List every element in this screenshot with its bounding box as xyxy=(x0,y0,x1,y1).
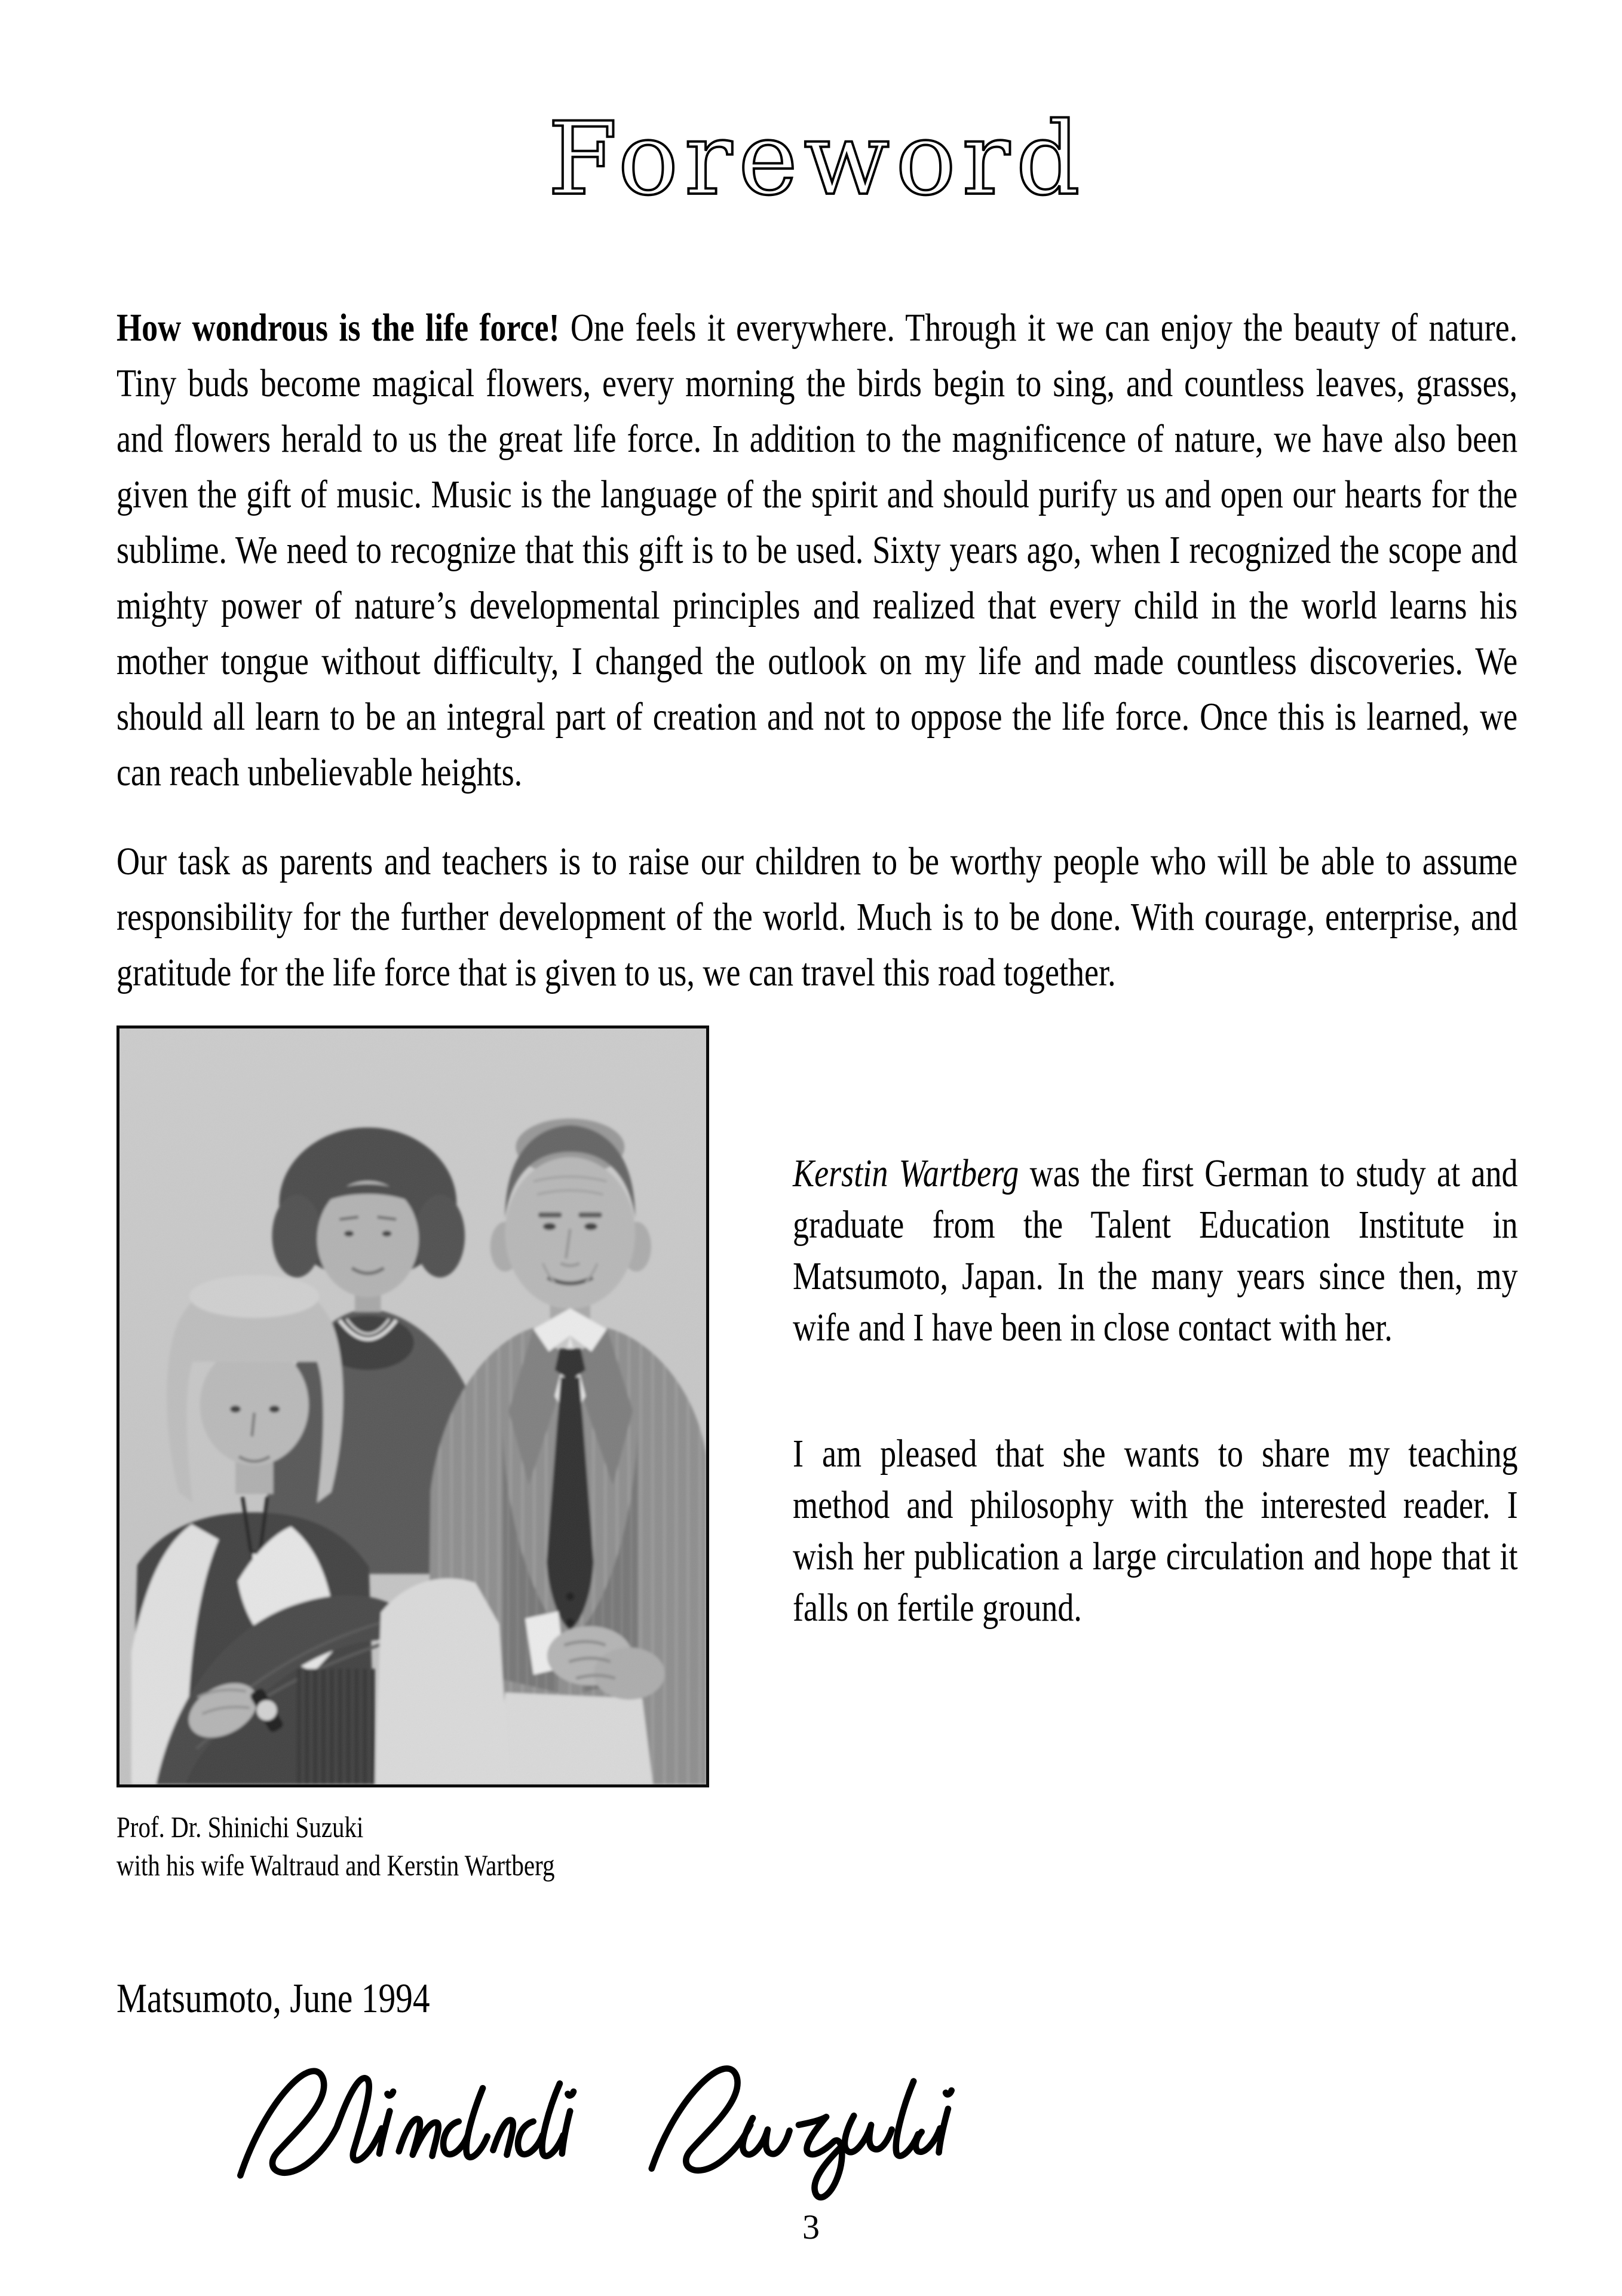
photo-and-sidebar-row xyxy=(116,1025,1517,1787)
page-title: Foreword xyxy=(547,100,1087,218)
paragraph-1-body: One feels it everywhere. Through it we can enjoy the beauty of nature. Tiny buds become magical flowers, every morning the birds begin to sing, and countless leaves, grasses, and flowers herald to us the great life force. In addition to the magnificence of nature, we have also been given the gift of music. Music is the language of the spirit and should purify us and open our hearts for the sublime. We need to recognize that this gift is to be used. Sixty years ago, when I recognized the scope and mighty power of nature’s developmental principles and realized that every child in the world learns his mother tongue without difficulty, I changed the outlook on my life and made countless discoveries. We should all learn to be an integral part of creation and not to oppose the life force. Once this is learned, we can reach unbelievable heights. xyxy=(116,306,1518,794)
page-content xyxy=(116,0,1517,2201)
sidebar-paragraph-1-body: was the first German to study at and graduate from the Talent Education Institute in Matsumoto, Japan. In the many years since then, my wife and I have been in close contact with her. xyxy=(793,1152,1518,1349)
photo-caption xyxy=(116,1808,1341,1884)
photo-caption-line-1: Prof. Dr. Shinichi Suzuki xyxy=(116,1810,364,1844)
place-date: Matsumoto, June 1994 xyxy=(116,1976,430,2022)
photograph-illustration xyxy=(119,1028,706,1784)
photograph xyxy=(116,1025,709,1787)
sidebar-text-column xyxy=(793,1025,1517,1634)
sidebar-paragraph-1-lead: Kerstin Wartberg xyxy=(793,1152,1019,1195)
paragraph-1-lead: How wondrous is the life force! xyxy=(116,306,560,350)
page-number: 3 xyxy=(802,2208,820,2246)
signature-handwriting-icon xyxy=(215,2040,1111,2201)
paragraph-2 xyxy=(116,834,1518,1000)
paragraph-2-body: Our task as parents and teachers is to raise our children to be worthy people who will be able to assume responsibility for the further development of the world. Much is to be done. With courage, enterprise, and gratitude for the life force that is given to us, we can travel this road together. xyxy=(116,840,1518,994)
signature xyxy=(215,2040,1517,2201)
paragraph-1 xyxy=(116,300,1518,800)
photo-grain-overlay xyxy=(119,1028,706,1784)
sidebar-paragraph-2: I am pleased that she wants to share my teaching method and philosophy with the interested reader. I wish her publication a large circulation and hope that it falls on fertile ground. xyxy=(793,1432,1518,1630)
photo-caption-line-2: with his wife Waltraud and Kerstin Wartberg xyxy=(116,1848,555,1882)
